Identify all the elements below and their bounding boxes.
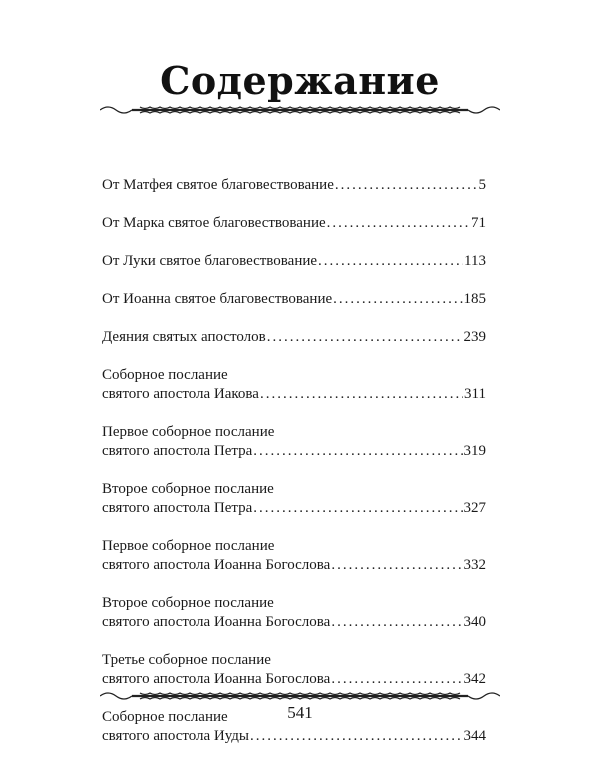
- toc-entry-title-line1: Первое соборное послание: [102, 538, 275, 554]
- page-title: Содержание: [160, 58, 440, 103]
- leader-dots: [267, 328, 463, 347]
- leader-dots: [335, 176, 478, 195]
- toc-entry-page: 344: [463, 728, 486, 744]
- toc-entry-title-line1: Соборное послание: [102, 367, 228, 383]
- toc-entry-title-line1: Первое соборное послание: [102, 424, 275, 440]
- toc-entry-page: 340: [463, 614, 486, 630]
- leader-dots: [331, 613, 462, 632]
- toc-entry-page: 319: [463, 443, 486, 459]
- toc-entry-title-line2: святого апостола Петра: [102, 443, 253, 459]
- toc-entry-title-line1: Соборное послание: [102, 709, 228, 725]
- toc-entry-title: От Луки святое благовествование: [102, 253, 318, 269]
- toc-entry[interactable]: [102, 651, 486, 689]
- toc-entry-title-line1: Второе соборное послание: [102, 481, 274, 497]
- toc-entry-title: От Иоанна святое благовествование: [102, 291, 333, 307]
- toc-entry-title: От Марка святое благовествование: [102, 215, 326, 231]
- toc-entry[interactable]: [102, 423, 486, 461]
- leader-dots: [250, 727, 463, 746]
- toc-entry-page: 342: [463, 671, 486, 687]
- toc-entry-title-line2: святого апостола Петра: [102, 500, 253, 516]
- toc-entry-title-line2: святого апостола Иоанна Богослова: [102, 557, 331, 573]
- leader-dots: [253, 499, 462, 518]
- toc-entry[interactable]: [102, 214, 486, 233]
- toc-entry-title-line2: святого апостола Иуды: [102, 728, 249, 744]
- toc-entry-page: 311: [464, 386, 486, 402]
- toc-entry-page: 113: [464, 253, 486, 269]
- toc-entry[interactable]: [102, 594, 486, 632]
- toc-entry[interactable]: [102, 480, 486, 518]
- leader-dots: [318, 252, 463, 271]
- top-ornament-divider: [100, 100, 500, 120]
- leader-dots: [253, 442, 462, 461]
- toc-entry[interactable]: [102, 290, 486, 309]
- toc-entry-title-line2: святого апостола Иоанна Богослова: [102, 671, 331, 687]
- toc-entry-page: 239: [463, 329, 486, 345]
- toc-entry[interactable]: [102, 537, 486, 575]
- toc-entry-page: 332: [463, 557, 486, 573]
- toc-entry[interactable]: [102, 366, 486, 404]
- toc-entry-page: 5: [478, 177, 486, 193]
- toc-entry[interactable]: [102, 176, 486, 195]
- table-of-contents: [102, 176, 486, 765]
- toc-entry-title-line2: святого апостола Иакова: [102, 386, 259, 402]
- toc-entry-title-line2: святого апостола Иоанна Богослова: [102, 614, 331, 630]
- toc-entry-title: От Матфея святое благовествование: [102, 177, 334, 193]
- page-number: 541: [287, 703, 313, 722]
- leader-dots: [260, 385, 463, 404]
- toc-entry-page: 71: [471, 215, 486, 231]
- leader-dots: [333, 290, 462, 309]
- toc-entry[interactable]: [102, 328, 486, 347]
- toc-entry-title: Деяния святых апостолов: [102, 329, 266, 345]
- toc-entry-title-line1: Третье соборное послание: [102, 652, 271, 668]
- toc-entry-title-line1: Второе соборное послание: [102, 595, 274, 611]
- toc-entry-page: 185: [463, 291, 486, 307]
- toc-entry-page: 327: [463, 500, 486, 516]
- leader-dots: [327, 214, 470, 233]
- leader-dots: [331, 556, 462, 575]
- toc-entry[interactable]: [102, 252, 486, 271]
